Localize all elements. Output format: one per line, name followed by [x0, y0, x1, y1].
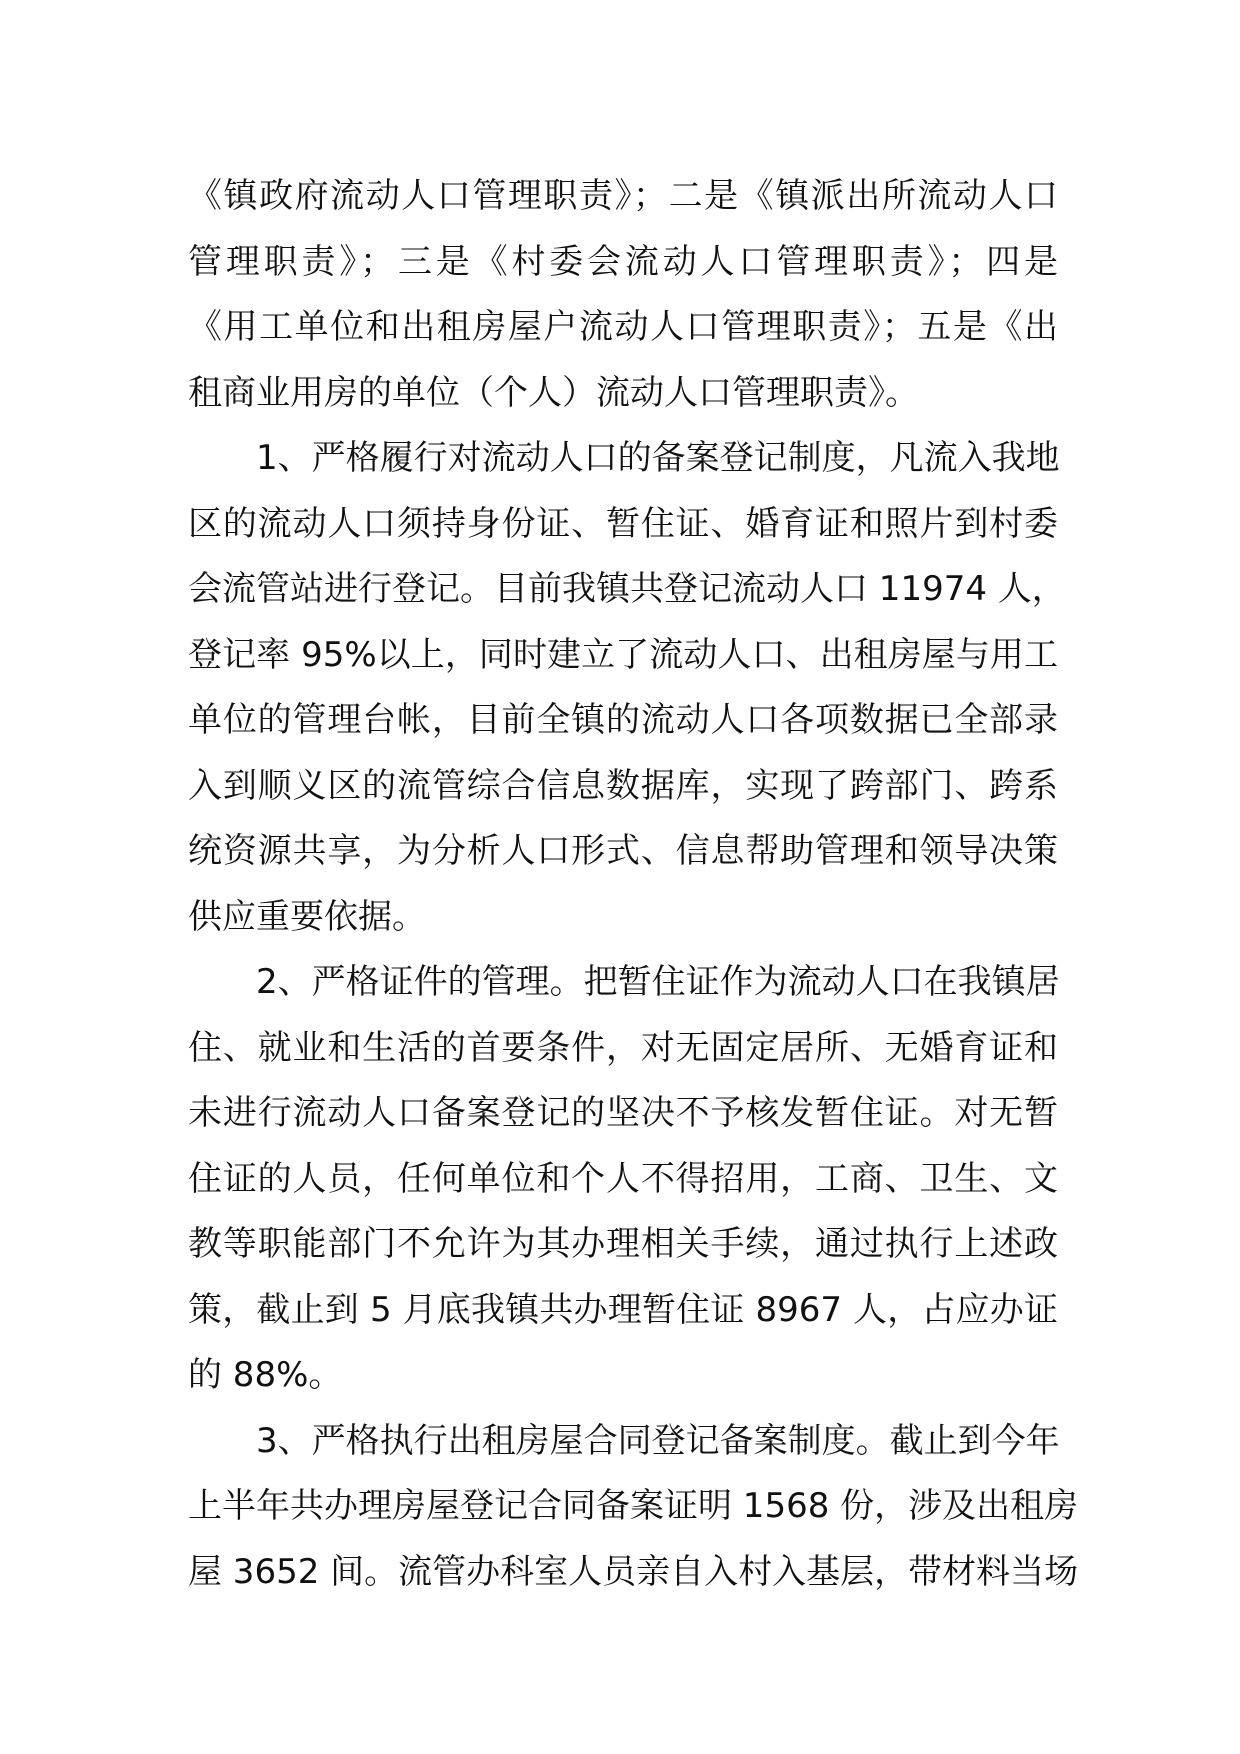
- text-line: 单位的管理台帐，目前全镇的流动人口各项数据已全部录: [188, 700, 1058, 740]
- text-line: 《镇政府流动人口管理职责》；二是《镇派出所流动人口: [188, 176, 1058, 216]
- document-body: [188, 164, 1079, 1605]
- text-line: 《用工单位和出租房屋户流动人口管理职责》；五是《出: [188, 307, 1058, 347]
- text-line: 3、严格执行出租房屋合同登记备案制度。截止到今年: [256, 1420, 1060, 1461]
- text-line: 教等职能部门不允许为其办理相关手续，通过执行上述政: [188, 1224, 1058, 1264]
- text-line: 入到顺义区的流管综合信息数据库，实现了跨部门、跨系: [188, 765, 1058, 806]
- text-line: 登记率 95%以上，同时建立了流动人口、出租房屋与用工: [188, 634, 1058, 675]
- text-line: 统资源共享，为分析人口形式、信息帮助管理和领导决策: [188, 831, 1058, 871]
- text-line: 供应重要依据。: [188, 896, 426, 937]
- paragraph-item-2: [188, 950, 1058, 1409]
- text-line: 住、就业和生活的首要条件，对无固定居所、无婚育证和: [188, 1027, 1058, 1068]
- text-line: 管理职责》；三是《村委会流动人口管理职责》；四是: [188, 241, 1058, 282]
- text-line: 策，截止到 5 月底我镇共办理暂住证 8967 人，占应办证: [188, 1289, 1058, 1330]
- text-line: 的 88%。: [188, 1355, 343, 1395]
- text-line: 屋 3652 间。流管办科室人员亲自入村入基层，带材料当场: [188, 1551, 1079, 1592]
- text-line: 会流管站进行登记。目前我镇共登记流动人口 11974 人，: [188, 569, 1066, 609]
- text-line: 2、严格证件的管理。把暂住证作为流动人口在我镇居: [256, 962, 1060, 1002]
- text-line: 未进行流动人口备案登记的坚决不予核发暂住证。对无暂: [188, 1093, 1058, 1133]
- text-line: 住证的人员，任何单位和个人不得招用，工商、卫生、文: [188, 1158, 1058, 1199]
- paragraph-item-3: [188, 1409, 1079, 1606]
- paragraph-item-1: [188, 426, 1066, 950]
- text-line: 区的流动人口须持身份证、暂住证、婚育证和照片到村委: [188, 503, 1058, 544]
- text-line: 上半年共办理房屋登记合同备案证明 1568 份，涉及出租房: [188, 1486, 1079, 1526]
- text-line: 1、严格履行对流动人口的备案登记制度，凡流入我地: [256, 438, 1060, 478]
- paragraph-intro: [188, 164, 1058, 426]
- text-line: 租商业用房的单位（个人）流动人口管理职责》。: [188, 372, 919, 413]
